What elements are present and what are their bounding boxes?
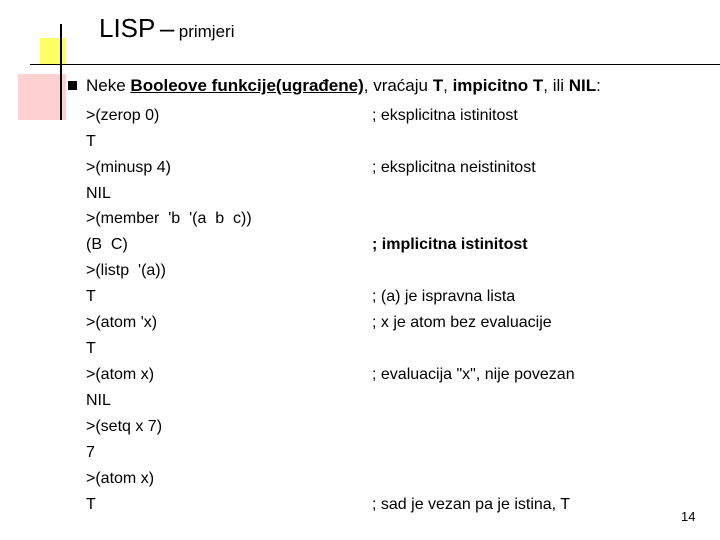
code-line: (B C) bbox=[86, 236, 128, 253]
comment: ; eksplicitna istinitost bbox=[372, 107, 518, 124]
slide-title bbox=[99, 15, 234, 41]
intro-boolean-functions: Booleove funkcije(ugrađene) bbox=[130, 76, 364, 95]
code-line: >(setq x 7) bbox=[86, 418, 163, 435]
pink-square-decoration bbox=[18, 74, 66, 120]
title-underline-rule bbox=[30, 64, 720, 65]
code-line: >(member 'b '(a b c)) bbox=[86, 210, 252, 227]
code-line: >(listp '(a)) bbox=[86, 262, 166, 279]
comment: ; (a) je ispravna lista bbox=[372, 288, 516, 305]
title-dash: – bbox=[159, 13, 175, 43]
title-subtitle: primjeri bbox=[178, 22, 235, 41]
intro-implicit: impicitno T bbox=[452, 76, 544, 95]
bullet-square-icon bbox=[68, 81, 77, 90]
code-line: T bbox=[86, 340, 96, 357]
intro-part6: : bbox=[596, 76, 601, 95]
yellow-square-decoration bbox=[40, 38, 66, 64]
vertical-rule bbox=[60, 24, 62, 120]
intro-nil: NIL bbox=[568, 76, 597, 95]
comment: ; x je atom bez evaluacije bbox=[372, 314, 552, 331]
code-line: 7 bbox=[86, 444, 95, 461]
code-line: T bbox=[86, 496, 96, 513]
page-number: 14 bbox=[681, 509, 696, 524]
comment: ; eksplicitna neistinitost bbox=[372, 159, 536, 176]
intro-part3: , vraćaju bbox=[363, 76, 433, 95]
title-main: LISP bbox=[99, 13, 156, 43]
code-line: >(zerop 0) bbox=[86, 107, 160, 124]
comment: ; sad je vezan pa je istina, T bbox=[372, 496, 571, 513]
intro-part1: Neke bbox=[86, 76, 131, 95]
code-line: >(minusp 4) bbox=[86, 159, 171, 176]
code-line: >(atom x) bbox=[86, 470, 155, 487]
comment: ; evaluacija "x", nije povezan bbox=[372, 366, 575, 383]
intro-part4: , bbox=[443, 76, 453, 95]
code-line: >(atom x) bbox=[86, 366, 155, 383]
code-line: >(atom 'x) bbox=[86, 314, 158, 331]
code-line: NIL bbox=[86, 185, 111, 202]
intro-text bbox=[86, 76, 601, 96]
intro-t: T bbox=[432, 76, 444, 95]
code-line: NIL bbox=[86, 392, 111, 409]
code-line: T bbox=[86, 133, 96, 150]
code-line: T bbox=[86, 288, 96, 305]
comment-bold: ; implicitna istinitost bbox=[372, 236, 528, 253]
intro-part5: , ili bbox=[543, 76, 569, 95]
